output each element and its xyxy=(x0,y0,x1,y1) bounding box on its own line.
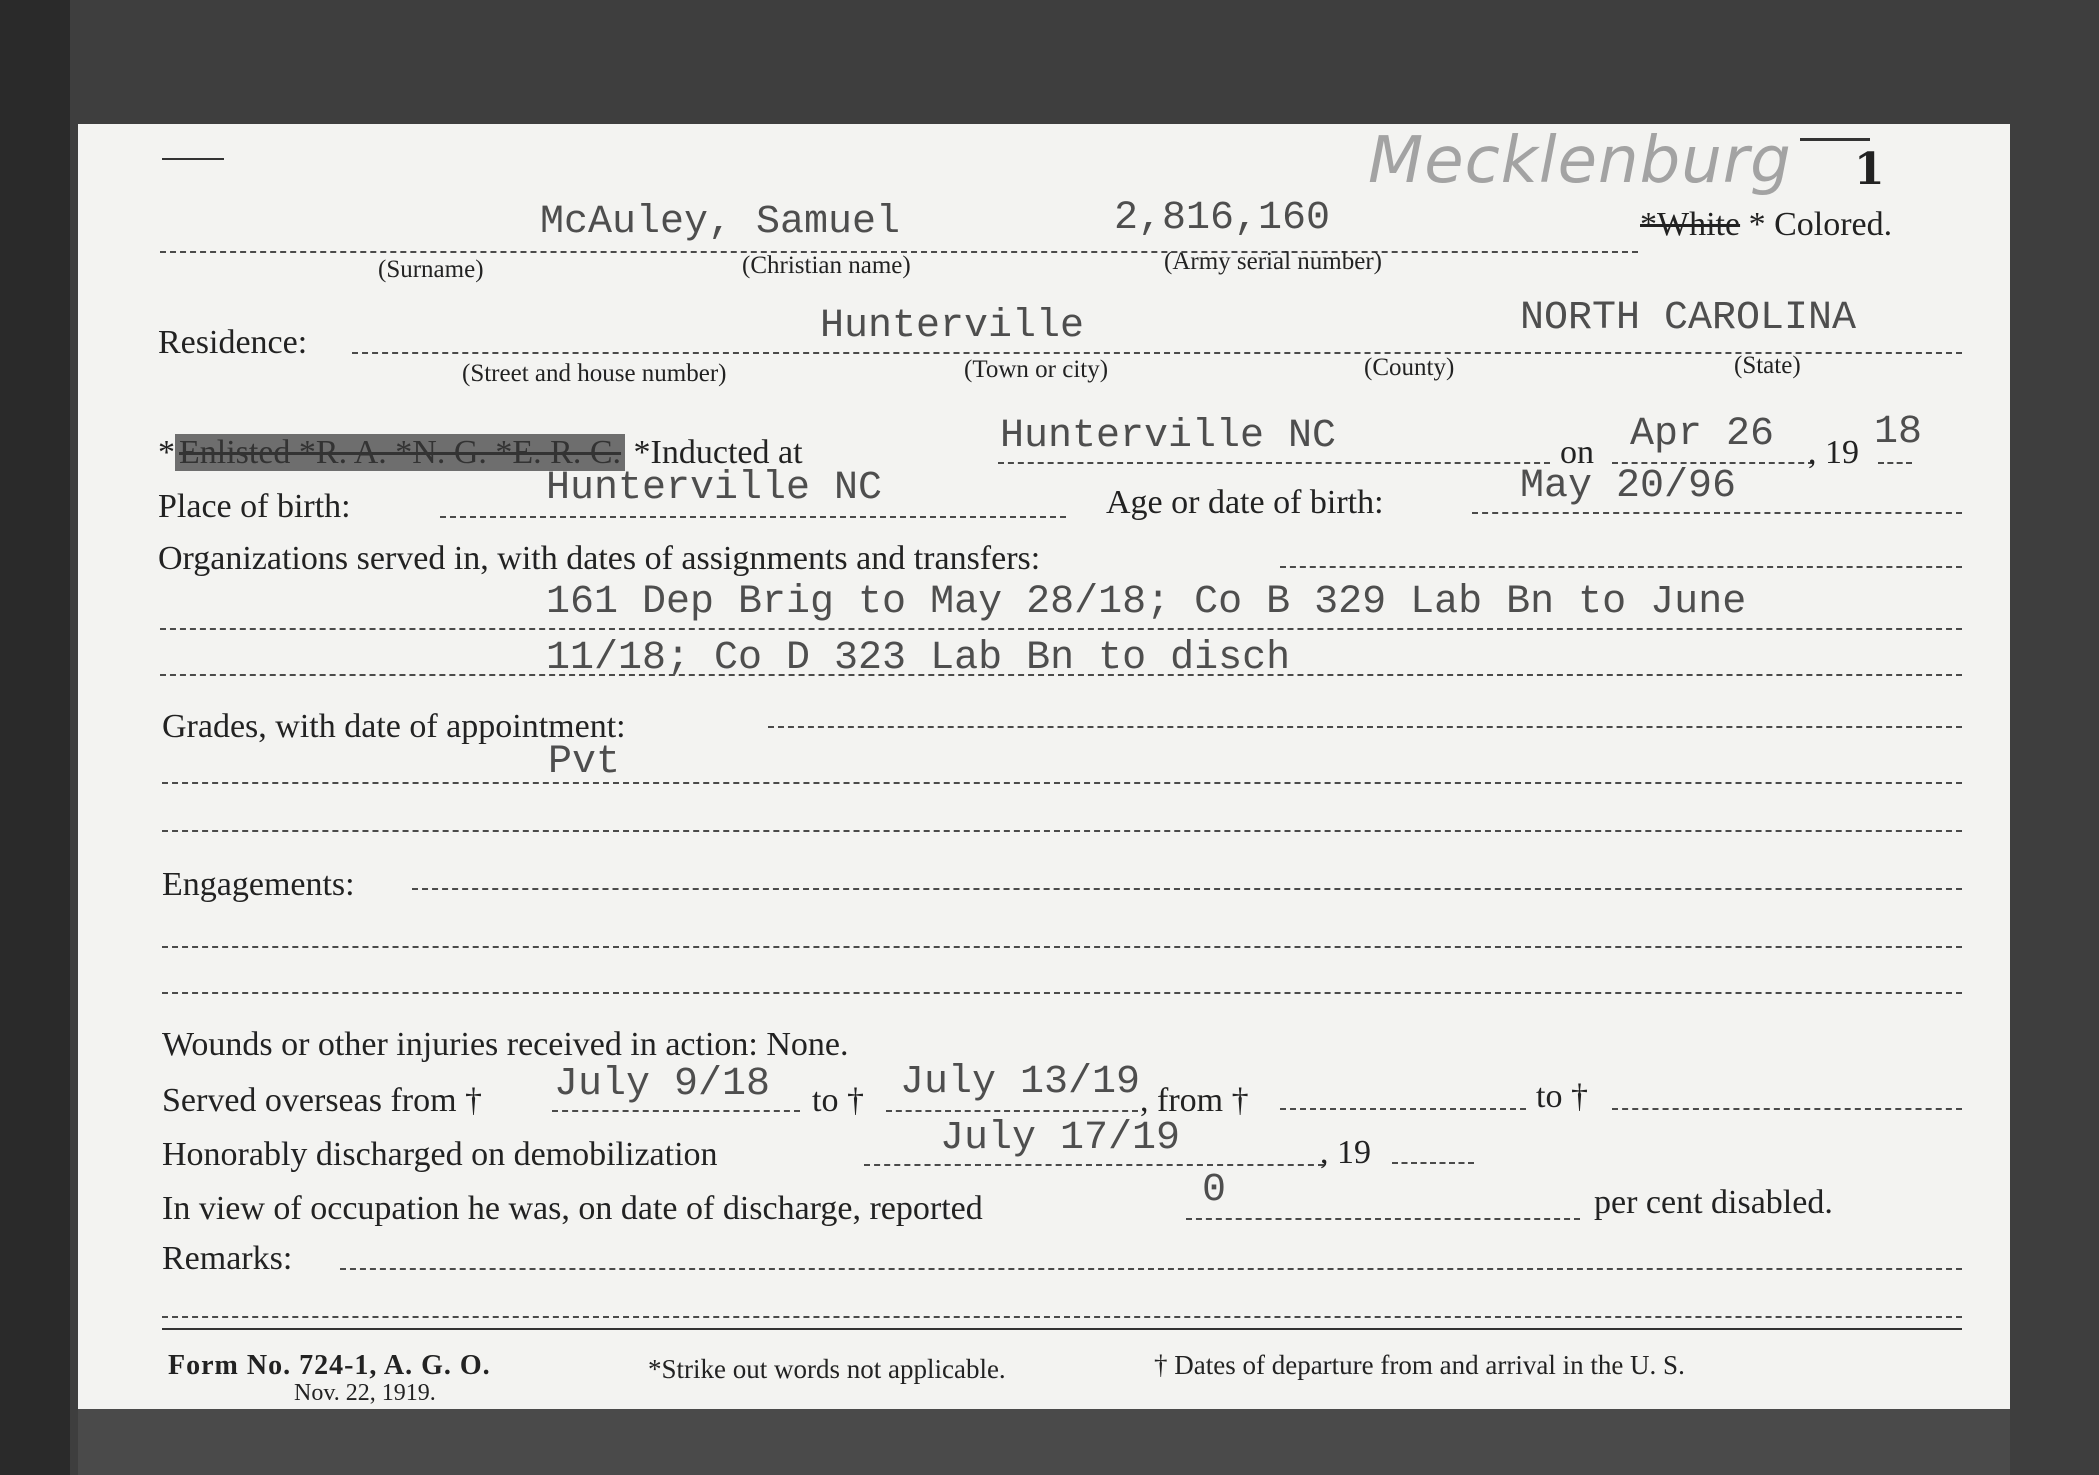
corner-rule-right xyxy=(1800,138,1870,141)
typed-birth-date: May 20/96 xyxy=(1520,464,1737,509)
overseas-from2-line xyxy=(1280,1108,1526,1110)
typed-overseas-from: July 9/18 xyxy=(554,1062,771,1107)
enlisted-star: * xyxy=(158,434,175,471)
residence-label: Residence: xyxy=(158,324,308,361)
discharge-year-line xyxy=(1392,1162,1474,1164)
typed-organizations-line1: 161 Dep Brig to May 28/18; Co B 329 Lab Bn to June xyxy=(546,580,1747,625)
on-label: on xyxy=(1560,434,1594,471)
discharge-label: Honorably discharged on demobilization xyxy=(162,1136,718,1173)
engagements-label: Engagements: xyxy=(162,866,355,903)
grades-line-1 xyxy=(162,782,1962,784)
caption-street: (Street and house number) xyxy=(462,360,727,387)
typed-town: Hunterville xyxy=(820,304,1085,349)
age-label: Age or date of birth: xyxy=(1106,484,1384,521)
disability-label: In view of occupation he was, on date of discharge, reported xyxy=(162,1190,983,1227)
inducted-label: *Inducted at xyxy=(633,434,803,471)
grades-line-0 xyxy=(768,726,1962,728)
engagements-line-1 xyxy=(162,946,1962,948)
birth-place-line xyxy=(440,516,1066,518)
typed-discharge-date: July 17/19 xyxy=(940,1116,1181,1161)
enlisted-options: Enlisted *R. A. *N. G. *E. R. C. xyxy=(175,434,625,471)
form-date: Nov. 22, 1919. xyxy=(294,1380,436,1406)
typed-grade: Pvt xyxy=(548,740,621,785)
form-number: Form No. 724-1, A. G. O. xyxy=(168,1350,491,1381)
caption-christian-name: (Christian name) xyxy=(742,252,911,279)
discharge-date-line xyxy=(864,1164,1324,1166)
organizations-label: Organizations served in, with dates of assignments and transfers: xyxy=(158,540,1041,577)
birth-date-line xyxy=(1472,512,1962,514)
overseas-from2-label: , from † xyxy=(1140,1082,1249,1119)
residence-line xyxy=(352,352,1962,354)
wounds-label: Wounds or other injuries received in action: None. xyxy=(162,1026,849,1063)
inducted-place-line xyxy=(998,462,1550,464)
dates-note: † Dates of departure from and arrival in the U. S. xyxy=(1154,1350,1685,1380)
disability-suffix: per cent disabled. xyxy=(1594,1184,1833,1221)
overseas-from-line xyxy=(552,1110,800,1112)
race-white-option: *White xyxy=(1640,206,1741,243)
service-record-card xyxy=(78,124,2010,1409)
typed-birth-place: Hunterville NC xyxy=(546,466,883,511)
caption-town: (Town or city) xyxy=(964,356,1109,383)
overseas-from-label: Served overseas from † xyxy=(162,1082,483,1119)
corner-rule-left xyxy=(162,158,224,160)
induction-year-line xyxy=(1878,462,1912,464)
overseas-to-label: to † xyxy=(812,1082,864,1119)
typed-induction-place: Hunterville NC xyxy=(1000,414,1337,459)
overseas-to-line xyxy=(886,1110,1138,1112)
race-colored-option: * Colored. xyxy=(1748,206,1893,243)
caption-serial-number: (Army serial number) xyxy=(1164,248,1382,275)
overseas-to2-label: to † xyxy=(1536,1078,1588,1115)
handwritten-county: Mecklenburg xyxy=(1368,124,1792,198)
typed-overseas-to: July 13/19 xyxy=(900,1060,1141,1105)
typed-serial: 2,816,160 xyxy=(1114,196,1331,241)
remarks-line-1 xyxy=(162,1316,1962,1318)
year-prefix: , 19 xyxy=(1808,434,1859,471)
remarks-line-0 xyxy=(340,1268,1962,1270)
page-number: 1 xyxy=(1854,144,1885,195)
typed-name: McAuley, Samuel xyxy=(540,200,901,245)
organizations-line-1 xyxy=(160,628,1962,630)
typed-disability-percent: 0 xyxy=(1202,1168,1227,1213)
typed-state: NORTH CAROLINA xyxy=(1520,296,1857,341)
organizations-line-0 xyxy=(1280,566,1962,568)
remarks-label: Remarks: xyxy=(162,1240,293,1277)
strike-note: *Strike out words not applicable. xyxy=(648,1354,1006,1384)
disability-line xyxy=(1186,1218,1580,1220)
typed-induction-date: Apr 26 xyxy=(1630,412,1775,457)
engagements-line-2 xyxy=(162,992,1962,994)
caption-state: (State) xyxy=(1734,352,1801,379)
overseas-to2-line xyxy=(1612,1108,1962,1110)
birth-place-label: Place of birth: xyxy=(158,488,351,525)
caption-surname: (Surname) xyxy=(378,256,484,283)
scanner-edge xyxy=(0,0,70,1475)
caption-county: (County) xyxy=(1364,354,1455,381)
footer-rule xyxy=(162,1328,1962,1330)
discharge-year-suffix: , 19 xyxy=(1320,1134,1371,1171)
grades-line-2 xyxy=(162,830,1962,832)
grades-label: Grades, with date of appointment: xyxy=(162,708,626,745)
engagements-line-0 xyxy=(412,888,1962,890)
typed-organizations-line2: 11/18; Co D 323 Lab Bn to disch xyxy=(546,636,1291,681)
typed-induction-year: 18 xyxy=(1874,410,1923,455)
scanner-bottom-edge xyxy=(78,1409,2010,1475)
